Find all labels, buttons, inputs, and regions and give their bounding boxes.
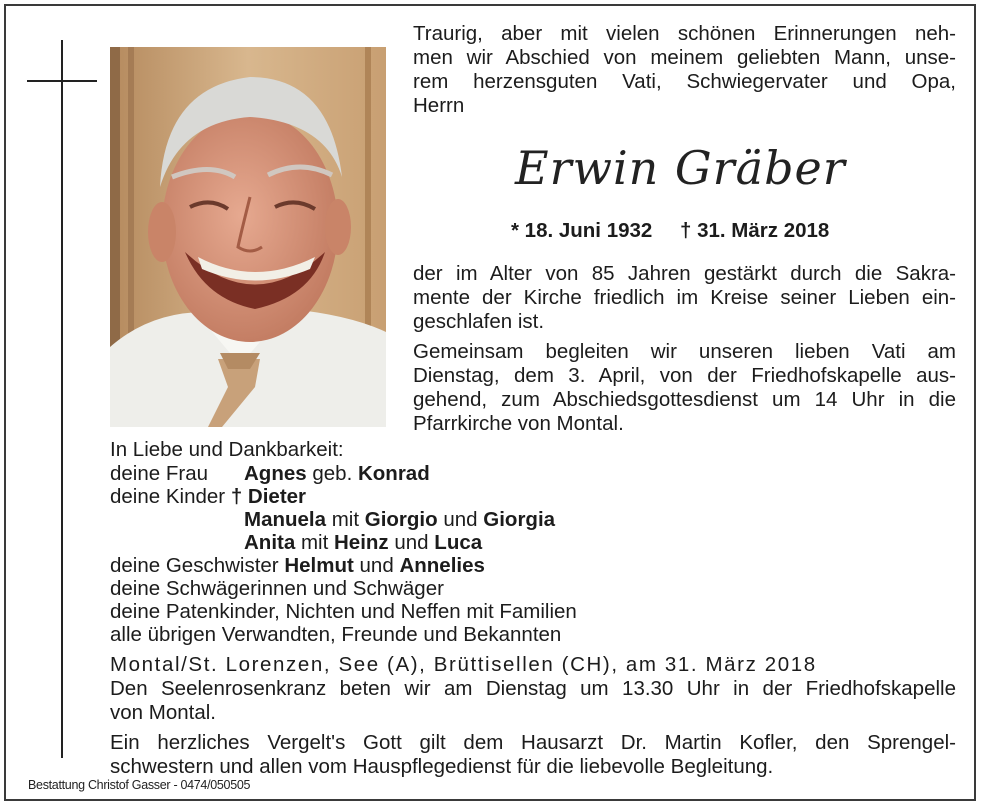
wife-name: Agnes [244,462,307,485]
rosary-line: Den Seelenrosenkranz beten wir am Dienstag um 13.30 Uhr in der Friedhofskapelle [110,677,956,700]
connector: und [359,554,394,577]
funeral-text [413,340,956,436]
birth-date: * 18. Juni 1932 [511,219,653,242]
wife-label: deine Frau [110,462,209,485]
thanks-line: schwestern und allen vom Hauspflegedienst für die liebevolle Begleitung. [110,755,774,778]
wife-maiden-name: Konrad [357,462,430,485]
sibling-name: Annelies [399,554,485,577]
death-date: † 31. März 2018 [680,219,830,242]
funeral-line: Dienstag, dem 3. April, von der Friedhofskapelle aus- [413,364,956,387]
children-label: deine Kinder [110,485,226,508]
funeral-line: Pfarrkirche von Montal. [413,412,624,435]
child-name: Manuela [244,508,327,531]
wife-names [244,462,430,485]
rosary-text [110,677,956,725]
mourners-heading: In Liebe und Dankbarkeit: [110,438,344,461]
intro-line: rem herzensguten Vati, Schwiegervater und Opa, [413,70,956,93]
child-manuela-row [244,508,555,531]
passing-text [413,262,956,334]
portrait-photo [110,47,386,427]
grandchild-name: Giorgia [483,508,556,531]
funeral-line: gehend, zum Abschiedsgottesdienst um 14 Uhr in die [413,388,956,411]
rosary-line: von Montal. [110,701,216,724]
connector: und [394,531,429,554]
intro-text [413,22,956,118]
mourner-line: deine Patenkinder, Nichten und Neffen mit Familien [110,600,577,623]
passing-line: der im Alter von 85 Jahren gestärkt durch die Sakra- [413,262,956,285]
place-date: Montal/St. Lorenzen, See (A), Brüttisellen (CH), am 31. März 2018 [110,653,817,676]
grandchild-name: Luca [434,531,483,554]
passing-line: geschlafen ist. [413,310,545,333]
connector: mit [331,508,360,531]
intro-line: Herrn [413,94,465,117]
spouse-name: Heinz [333,531,389,554]
intro-line: Traurig, aber mit vielen schönen Erinnerungen neh- [413,22,956,45]
sibling-name: Helmut [284,554,354,577]
thanks-text [110,731,956,779]
funeral-line: Gemeinsam begleiten wir unseren lieben Vati am [413,340,956,363]
mourner-line: alle übrigen Verwandten, Freunde und Bekannten [110,623,562,646]
connector: mit [300,531,329,554]
life-dates [511,219,851,243]
wife-geb: geb. [312,462,353,485]
siblings-row [110,554,485,577]
cross-icon-bar [27,80,97,82]
intro-line: men wir Abschied von meinem geliebten Mann, unse- [413,46,956,69]
children-row [110,485,306,508]
funeral-home-credit: Bestattung Christof Gasser - 0474/050505 [28,778,251,792]
siblings-label: deine Geschwister [110,554,279,577]
thanks-line: Ein herzliches Vergelt's Gott gilt dem Hausarzt Dr. Martin Kofler, den Sprengel- [110,731,956,754]
cross-icon [61,40,63,758]
wife-row [110,462,208,485]
child-name: Anita [244,531,296,554]
deceased-name: Erwin Gräber [515,141,846,195]
child-anita-row [244,531,482,554]
child-dieter: † Dieter [230,485,307,508]
passing-line: mente der Kirche friedlich im Kreise seiner Lieben ein- [413,286,956,309]
connector: und [443,508,478,531]
spouse-name: Giorgio [364,508,438,531]
mourner-line: deine Schwägerinnen und Schwäger [110,577,444,600]
